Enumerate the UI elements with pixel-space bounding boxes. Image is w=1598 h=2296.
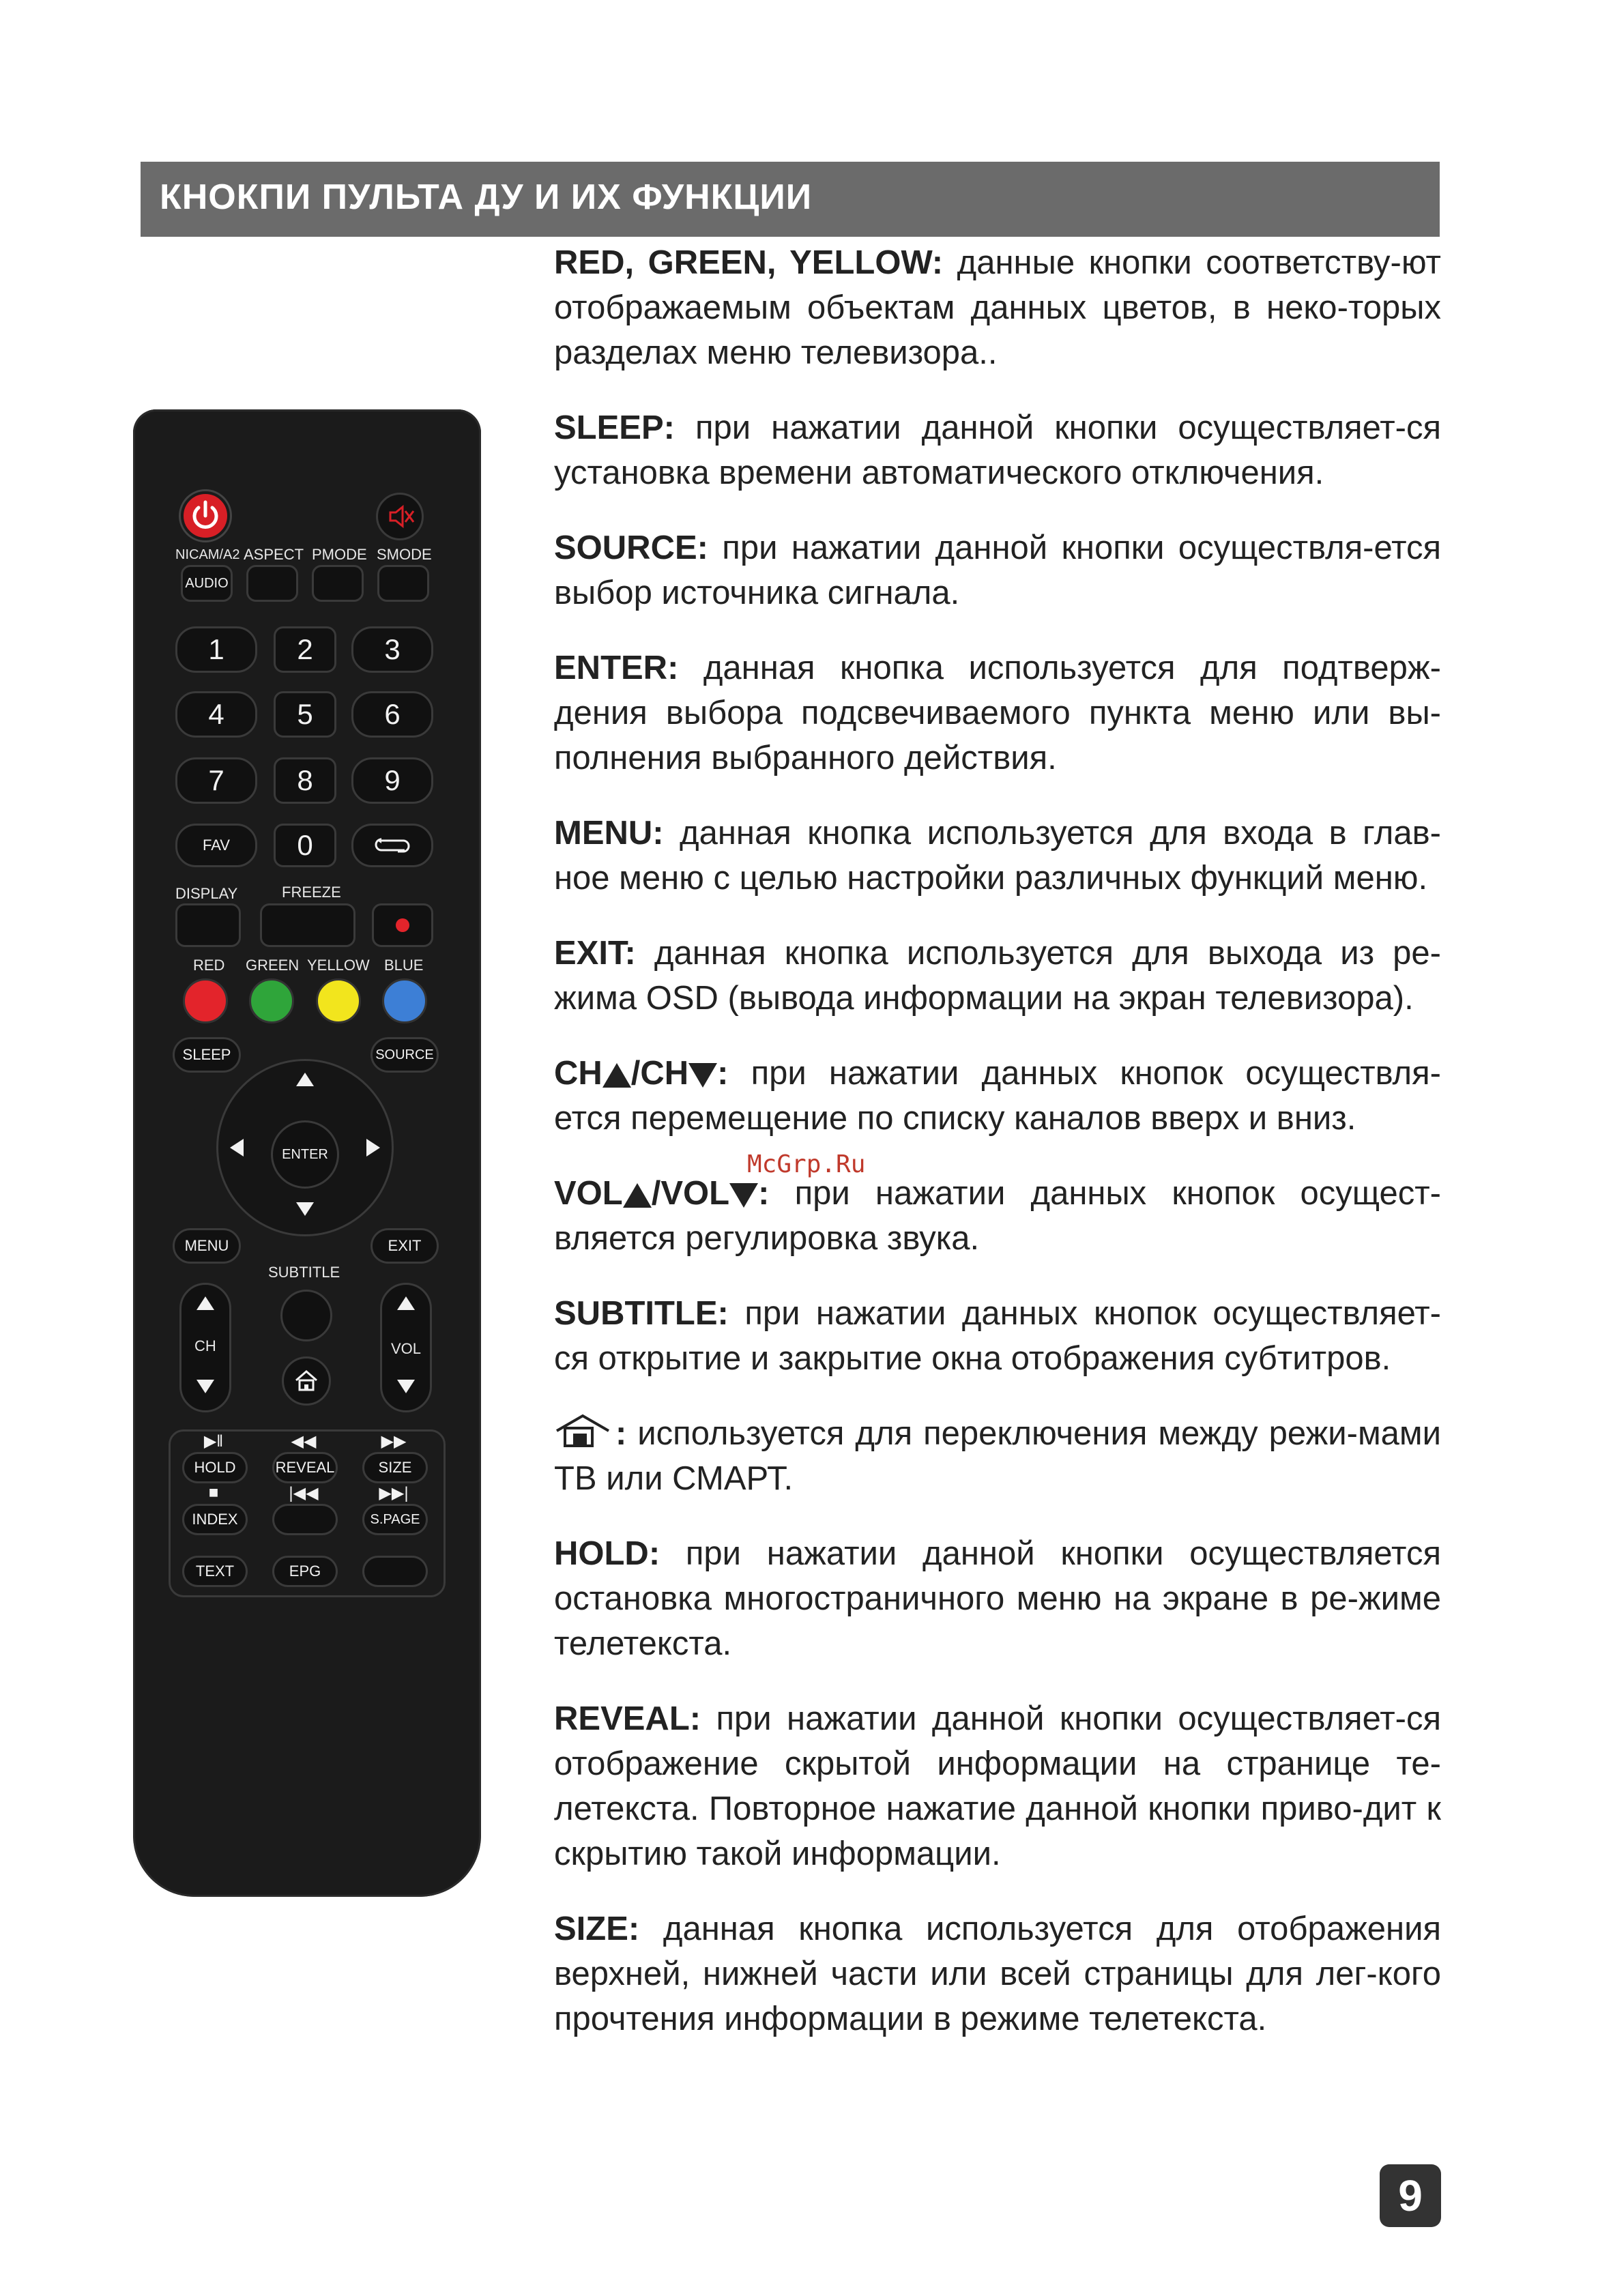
source-button[interactable]: SOURCE [371,1037,439,1073]
aspect-label: ASPECT [244,546,304,563]
section-header-bar [141,162,1440,237]
down-triangle-icon [688,1063,717,1088]
desc-enter: ENTER: данная кнопка используется для подтверж-дения выбора подсвечиваемого пункта меню или вы-полнения выбранного действия. [554,650,1441,776]
nav-down-button[interactable] [296,1202,314,1216]
recall-button[interactable] [351,824,433,867]
record-button[interactable] [372,903,433,947]
size-button[interactable]: SIZE [362,1452,428,1483]
exit-button[interactable]: EXIT [371,1228,439,1264]
digit-4-button[interactable]: 4 [175,691,257,738]
pmode-label: PMODE [312,546,367,563]
home-icon [554,1413,611,1449]
nav-left-button[interactable] [230,1139,244,1157]
index-button[interactable]: INDEX [182,1504,248,1535]
desc-volume: VOL /VOL : при нажатии данных кнопок осущест-вляется регулировка звука. [554,1175,1441,1257]
vol-up-button[interactable] [397,1296,415,1310]
home-button[interactable] [282,1356,331,1406]
play-pause-icon: ▶‖ [203,1432,224,1451]
ch-down-button[interactable] [197,1380,214,1393]
watermark: McGrp.Ru [747,1150,866,1178]
remote-control-illustration [133,403,488,1900]
next-icon: ▶▶| [379,1484,409,1502]
hold-button[interactable]: HOLD [182,1452,248,1483]
menu-button[interactable]: MENU [173,1228,241,1264]
spage-button[interactable]: S.PAGE [362,1504,428,1535]
previous-icon: |◀◀ [289,1484,319,1502]
digit-3-button[interactable]: 3 [351,626,433,673]
vol-label: VOL [391,1340,422,1357]
yellow-label: YELLOW [307,957,370,974]
blue-button[interactable] [382,978,427,1023]
smode-label: SMODE [377,546,432,563]
up-triangle-icon [623,1183,652,1208]
mute-icon [378,495,422,538]
power-icon [184,494,227,538]
red-label: RED [193,957,225,974]
vol-down-button[interactable] [397,1380,415,1393]
desc-reveal: REVEAL: при нажатии данной кнопки осуществляет-ся отображение скрытой информации на странице те-летекста. Повторное нажатие данной кнопки приво-дит к скрытию такой информации. [554,1700,1441,1872]
desc-size: SIZE: данная кнопка используется для отображения верхней, нижней части или всей страницы для лег-кого прочтения информации в режиме телетекста. [554,1910,1441,2037]
home-icon [284,1358,329,1404]
yellow-button[interactable] [316,978,361,1023]
desc-sleep: SLEEP: при нажатии данной кнопки осуществляет-ся установка времени автоматического отключения. [554,409,1441,491]
digit-2-button[interactable]: 2 [274,626,336,673]
enter-button[interactable] [271,1120,339,1189]
sleep-button[interactable]: SLEEP [173,1037,241,1073]
digit-0-button[interactable]: 0 [274,824,336,867]
desc-source: SOURCE: при нажатии данной кнопки осуществля-ется выбор источника сигнала. [554,529,1441,611]
digit-5-button[interactable]: 5 [274,691,336,738]
display-button[interactable] [175,903,241,947]
epg-button[interactable]: EPG [272,1556,338,1587]
ch-up-button[interactable] [197,1296,214,1310]
button-descriptions [554,240,1441,2072]
pmode-button[interactable] [312,565,364,602]
down-triangle-icon [729,1183,758,1208]
green-button[interactable] [249,978,294,1023]
enter-label: ENTER [282,1146,328,1162]
desc-menu: MENU: данная кнопка используется для входа в глав-ное меню с целью настройки различных функций меню. [554,815,1441,897]
record-icon [396,918,409,932]
mute-button[interactable] [376,493,424,540]
freeze-label: FREEZE [282,884,341,901]
fast-forward-icon: ▶▶ [381,1432,407,1451]
desc-subtitle: SUBTITLE: при нажатии данных кнопок осуществляет-ся открытие и закрытие окна отображения субтитров. [554,1295,1441,1377]
nav-right-button[interactable] [366,1139,380,1157]
desc-channel: CH /CH : при нажатии данных кнопок осуществля-ется перемещение по списку каналов вверх и вниз. [554,1055,1441,1137]
subpage-blank-button[interactable] [272,1504,338,1535]
nav-up-button[interactable] [296,1073,314,1086]
digit-1-button[interactable]: 1 [175,626,257,673]
display-label: DISPLAY [175,885,238,902]
text-button[interactable]: TEXT [182,1556,248,1587]
page-number: 9 [1380,2164,1441,2227]
fav-button[interactable]: FAV [175,824,257,867]
recall-icon [372,835,413,856]
digit-8-button[interactable]: 8 [274,757,336,804]
section-title: КНОКПИ ПУЛЬТА ДУ И ИХ ФУНКЦИИ [160,177,813,217]
audio-button[interactable]: AUDIO [181,565,233,602]
smode-button[interactable] [377,565,429,602]
rewind-icon: ◀◀ [291,1432,317,1451]
digit-6-button[interactable]: 6 [351,691,433,738]
red-button[interactable] [183,978,228,1023]
ch-label: CH [194,1337,216,1354]
nicam-label: NICAM/A2 [175,547,240,562]
freeze-button[interactable] [260,903,355,947]
power-button[interactable] [181,491,230,540]
reveal-button[interactable]: REVEAL [272,1452,338,1483]
desc-hold: HOLD: при нажатии данной кнопки осуществляется остановка многостраничного меню на экране в ре-жиме телетекста. [554,1535,1441,1662]
stop-icon: ■ [208,1483,219,1502]
digit-9-button[interactable]: 9 [351,757,433,804]
digit-7-button[interactable]: 7 [175,757,257,804]
green-label: GREEN [246,957,300,974]
desc-color-buttons: RED, GREEN, YELLOW: данные кнопки соответству-ют отображаемым объектам данных цветов, в неко-торых разделах меню телевизора.. [554,244,1441,371]
blue-label: BLUE [384,957,424,974]
subtitle-label: SUBTITLE [268,1264,340,1281]
up-triangle-icon [602,1063,631,1088]
desc-exit: EXIT: данная кнопка используется для выхода из ре-жима OSD (вывода информации на экран телевизора). [554,935,1441,1017]
desc-home: : используется для переключения между режи-мами ТВ или СМАРТ. [554,1411,1441,1501]
aspect-button[interactable] [246,565,298,602]
blank-teletext-button[interactable] [362,1556,428,1587]
subtitle-button[interactable] [280,1290,332,1341]
